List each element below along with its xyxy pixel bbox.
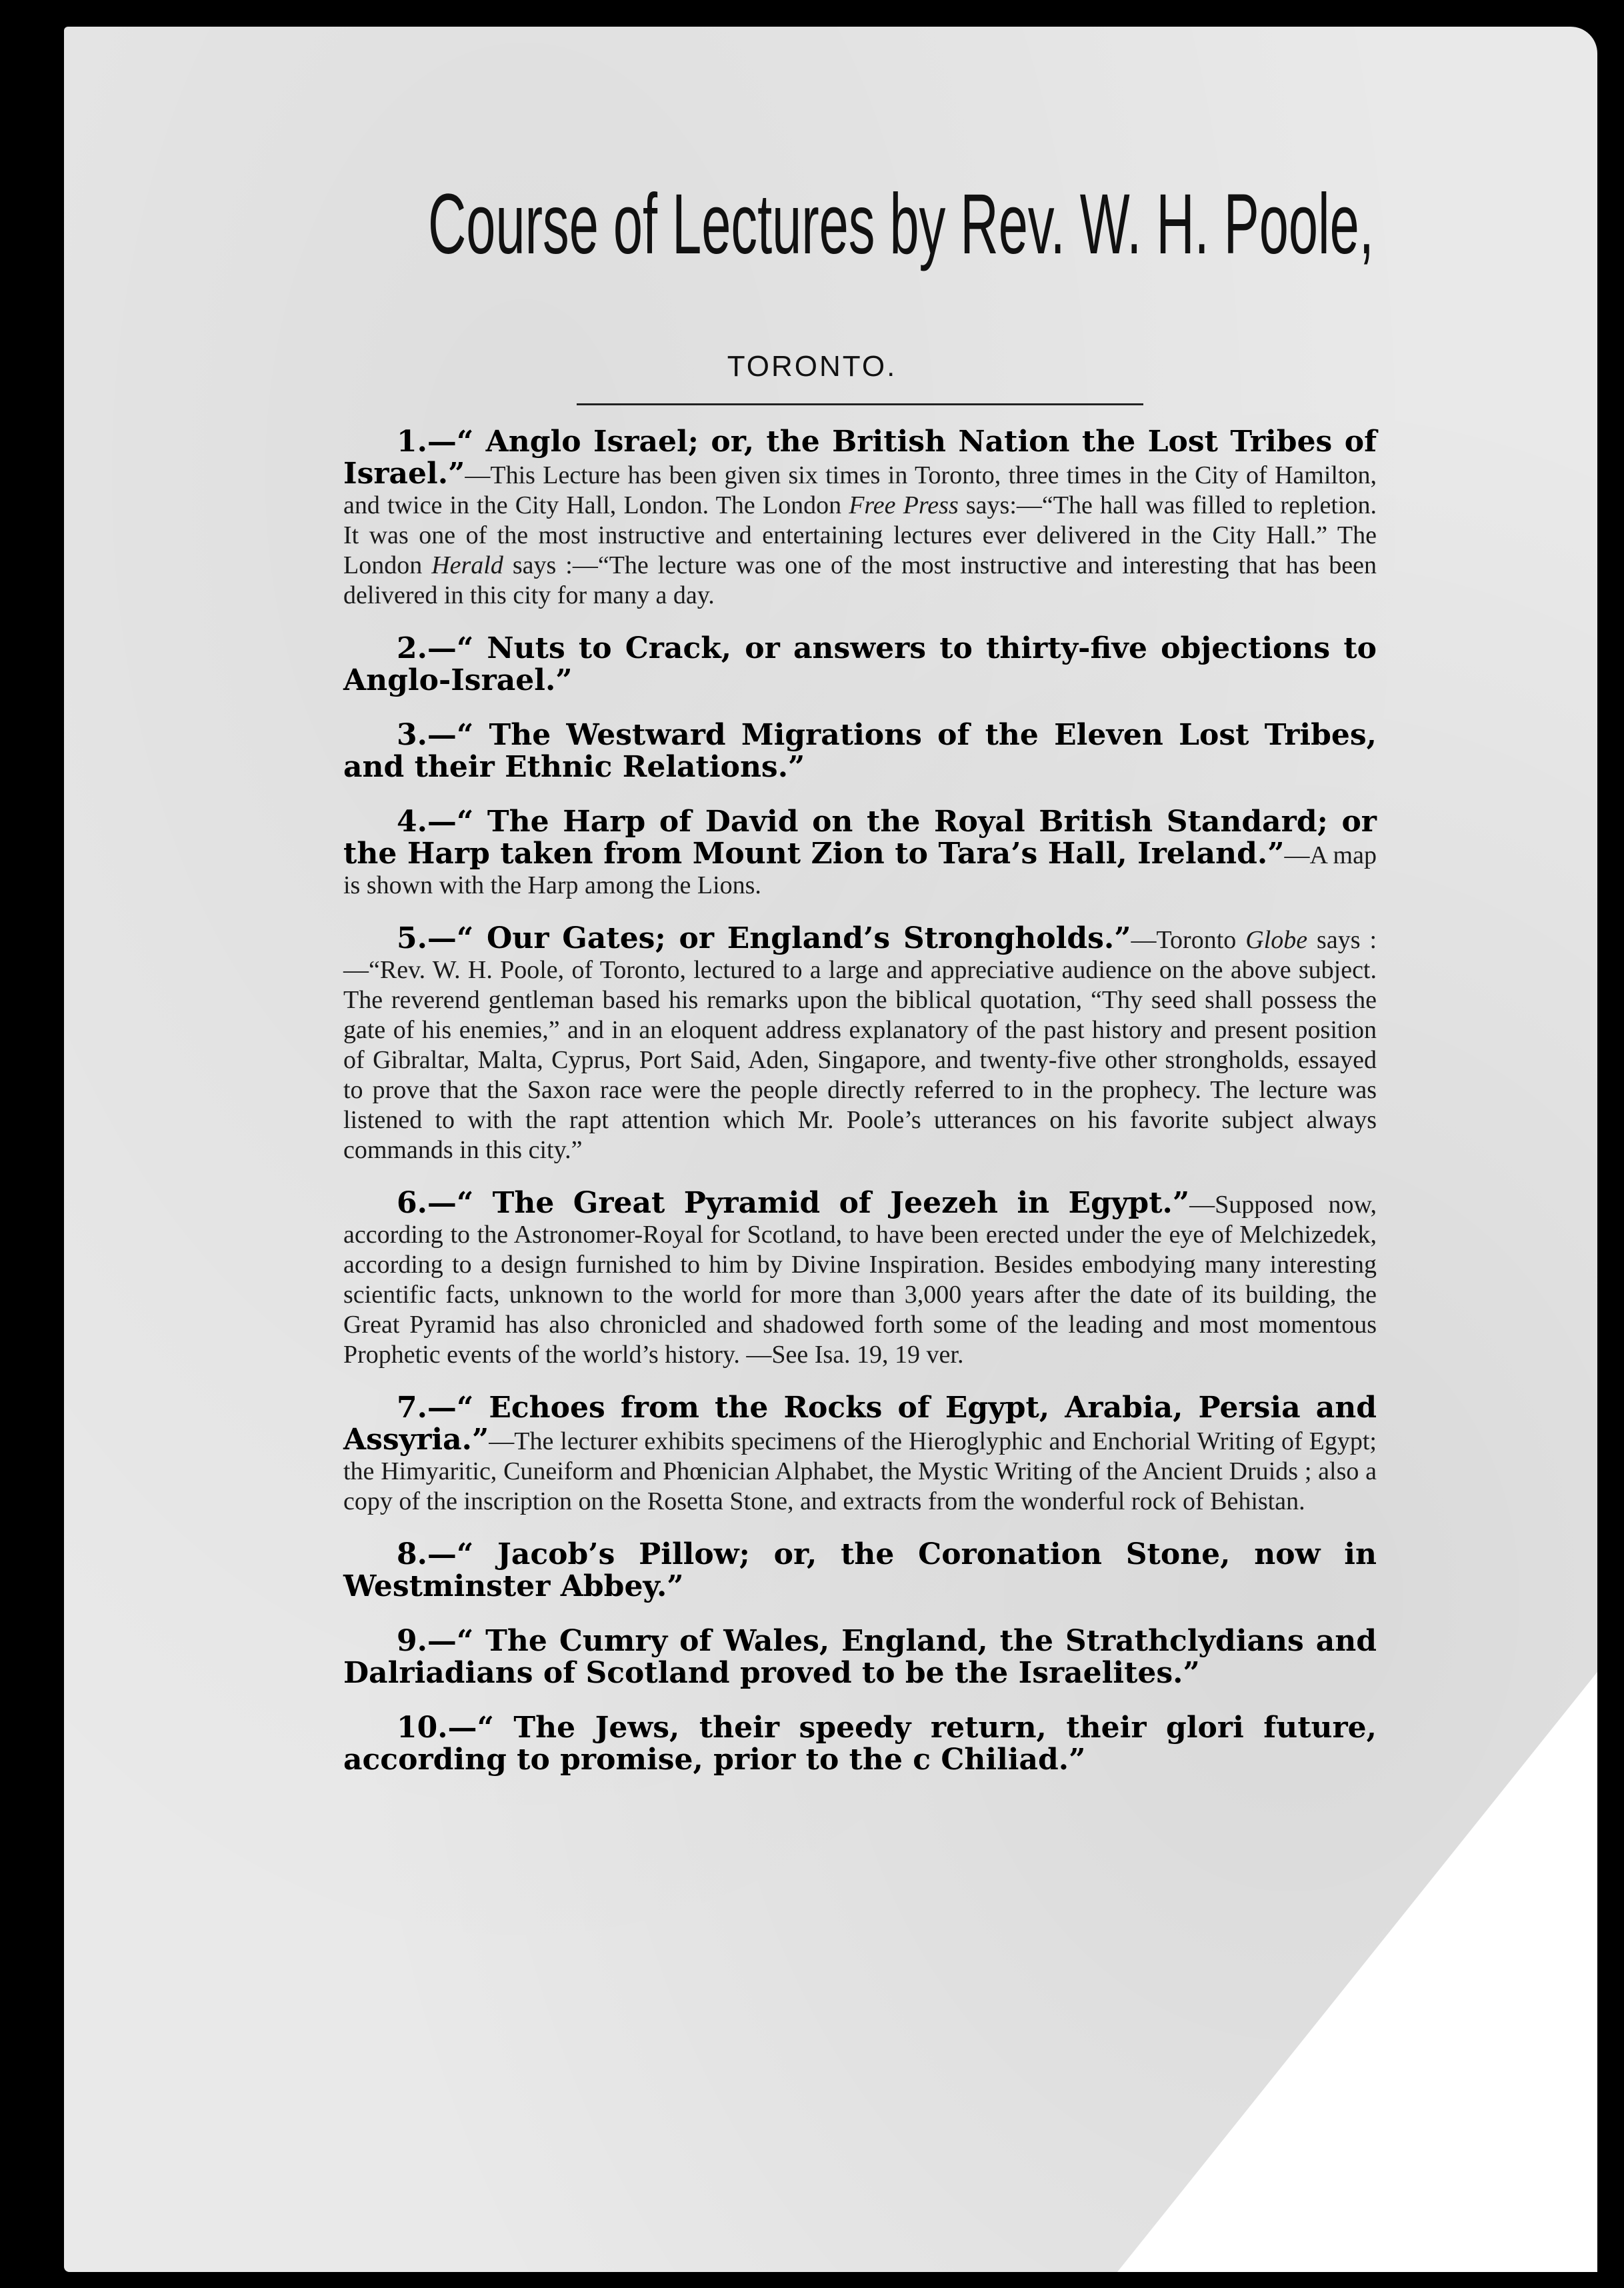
lecture-title: “ Nuts to Crack, or answers to thirty-five objections to Anglo-Israel.” (343, 631, 1377, 697)
lecture-number: 8.— (397, 1537, 457, 1571)
lecture-title: “ Anglo Israel; or, the British Nation the Lost Tribes of Israel.” (343, 425, 1377, 491)
lecture-title: “ The Jews, their speedy return, their glori future, according to promise, prior to the c Chiliad.” (343, 1711, 1377, 1777)
lecture-number: 1.— (397, 425, 457, 459)
lecture-item-2 (343, 633, 1377, 697)
lecture-item-10 (343, 1713, 1377, 1777)
lecture-list (343, 427, 1377, 1799)
lecture-title: “ The Harp of David on the Royal British Standard; or the Harp taken from Mount Zion to Tara’s Hall, Ireland.” (343, 805, 1377, 871)
lecture-description-text: —Toronto (1131, 926, 1246, 954)
lecture-title: “ Echoes from the Rocks of Egypt, Arabia, Persia and Assyria.” (343, 1391, 1377, 1457)
newspaper-name: Globe (1245, 926, 1308, 954)
page-subtitle: TORONTO. (727, 350, 897, 383)
lecture-number: 10.— (397, 1711, 477, 1745)
lecture-item-3 (343, 720, 1377, 784)
lecture-description-text: says :—“Rev. W. H. Poole, of Toronto, lectured to a large and appreciative audience on the above subject. The reverend gentleman based his remarks upon the biblical quotation, “Thy seed shall possess the gate of his enemies,” and in an eloquent address explanatory of the past history and present position of Gibraltar, Malta, Cyprus, Port Said, Aden, Singapore, and twenty-five other strongholds, essayed to prove that the Saxon race were the people directly referred to in the prophecy. The lecture was listened to with the rapt attention which Mr. Poole’s utterances on his favorite subject always commands in this city.” (343, 926, 1377, 1164)
lecture-description: —The lecturer exhibits specimens of the Hieroglyphic and Enchorial Writing of Egypt; the Himyaritic, Cuneiform and Phœnician Alphabet, the Mystic Writing of the Ancient Druids ; also a copy of the inscription on the Rosetta Stone, and extracts from the wonderful rock of Behistan. (343, 1427, 1377, 1515)
lecture-description (343, 461, 1377, 609)
newspaper-name: Herald (431, 551, 503, 579)
lecture-title: “ The Cumry of Wales, England, the Strathclydians and Dalriadians of Scotland proved to be the Israelites.” (343, 1624, 1377, 1690)
lecture-item-7 (343, 1393, 1377, 1517)
lecture-item-6 (343, 1188, 1377, 1370)
lecture-title: “ The Westward Migrations of the Eleven Lost Tribes, and their Ethnic Relations.” (343, 718, 1377, 784)
lecture-number: 2.— (397, 631, 457, 665)
lecture-description: —A map is shown with the Harp among the Lions. (343, 841, 1377, 899)
lecture-title: “ Jacob’s Pillow; or, the Coronation Stone, now in Westminster Abbey.” (343, 1537, 1377, 1603)
lecture-description: —Supposed now, according to the Astronomer-Royal for Scotland, to have been erected under the eye of Melchizedek, according to a design furnished to him by Divine Inspiration. Besides embodying many interesting scientific facts, unknown to the world for more than 3,000 years after the date of its building, the Great Pyramid has also chronicled and shadowed forth some of the leading and most momentous Prophetic events of the world’s history. —See Isa. 19, 19 ver. (343, 1191, 1377, 1369)
lecture-number: 4.— (397, 805, 457, 839)
lecture-number: 3.— (397, 718, 457, 752)
lecture-description-text: —This Lecture has been given six times in Toronto, three times in the City of Hamilton, and twice in the City Hall, London. The London (343, 461, 1377, 519)
lecture-item-1 (343, 427, 1377, 611)
title-divider (577, 403, 1143, 405)
lecture-title: “ The Great Pyramid of Jeezeh in Egypt.” (456, 1186, 1190, 1220)
page-title: Course of Lectures by Rev. W. H. Poole, (428, 177, 1374, 272)
lecture-item-9 (343, 1626, 1377, 1690)
lecture-description (343, 926, 1377, 1164)
lecture-item-4 (343, 807, 1377, 901)
lecture-description-text: says :—“The lecture was one of the most instructive and interesting that has been delivered in this city for many a day. (343, 551, 1377, 609)
lecture-number: 6.— (397, 1186, 457, 1220)
lecture-title: “ Our Gates; or England’s Strongholds.” (456, 921, 1131, 955)
lecture-number: 5.— (397, 921, 457, 955)
newspaper-name: Free Press (849, 491, 959, 519)
lecture-description-text: says:—“The hall was filled to repletion. It was one of the most instructive and entertaining lectures ever delivered in the City Hall.” The London (343, 491, 1377, 579)
lecture-number: 9.— (397, 1624, 457, 1658)
lecture-item-8 (343, 1539, 1377, 1603)
lecture-item-5 (343, 923, 1377, 1165)
lecture-number: 7.— (397, 1391, 457, 1425)
